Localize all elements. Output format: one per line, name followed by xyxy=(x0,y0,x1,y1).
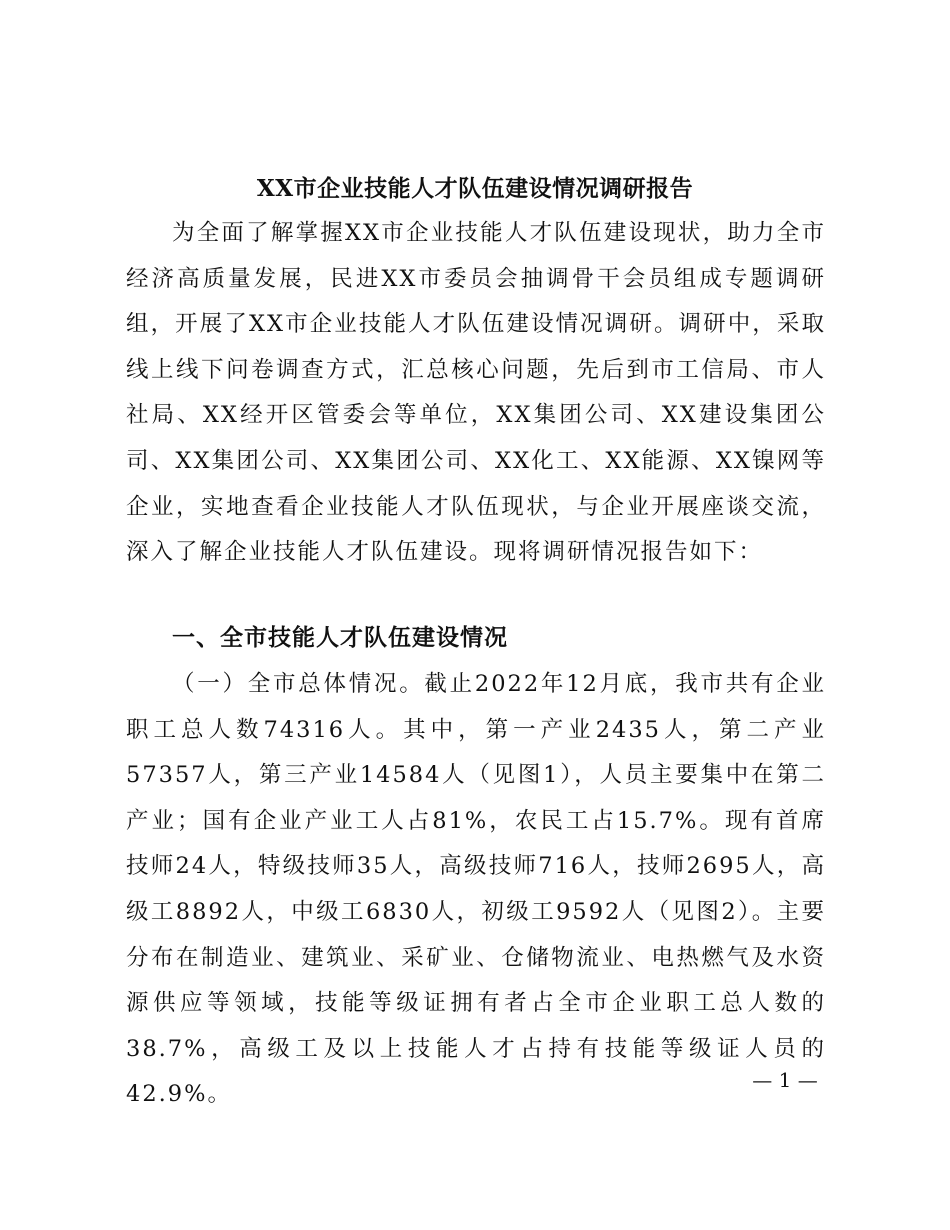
document-title: XX市企业技能人才队伍建设情况调研报告 xyxy=(256,175,694,202)
subsection-paragraph: （一）全市总体情况。截止2022年12月底，我市共有企业职工总人数74316人。其中，第一产业2435人，第二产业57357人，第三产业14584人（见图1），人员主要集中在第二产业；国有企业产业工人占81%，农民工占15.7%。现有首席技师24人，特级技师35人，高级技师716人，技师2695人，高级工8892人，中级工6830人，初级工9592人（见图2）。主要分布在制造业、建筑业、采矿业、仓储物流业、电热燃气及水资源供应等领域，技能等级证拥有者占全市企业职工总人数的38.7%，高级工及以上技能人才占持有技能等级证人员的42.9%。 xyxy=(126,671,826,1108)
page-number: — 1 — xyxy=(752,1068,818,1092)
section-heading: 一、全市技能人才队伍建设情况 xyxy=(172,625,508,651)
intro-paragraph: 为全面了解掌握XX市企业技能人才队伍建设现状，助力全市经济高质量发展，民进XX市委员会抽调骨干会员组成专题调研组，开展了XX市企业技能人才队伍建设情况调研。调研中，采取线上线下问卷调查方式，汇总核心问题，先后到市工信局、市人社局、XX经开区管委会等单位，XX集团公司、XX建设集团公司、XX集团公司、XX集团公司、XX化工、XX能源、XX镍网等企业，实地查看企业技能人才队伍现状，与企业开展座谈交流，深入了解企业技能人才队伍建设。现将调研情况报告如下： xyxy=(126,220,826,566)
